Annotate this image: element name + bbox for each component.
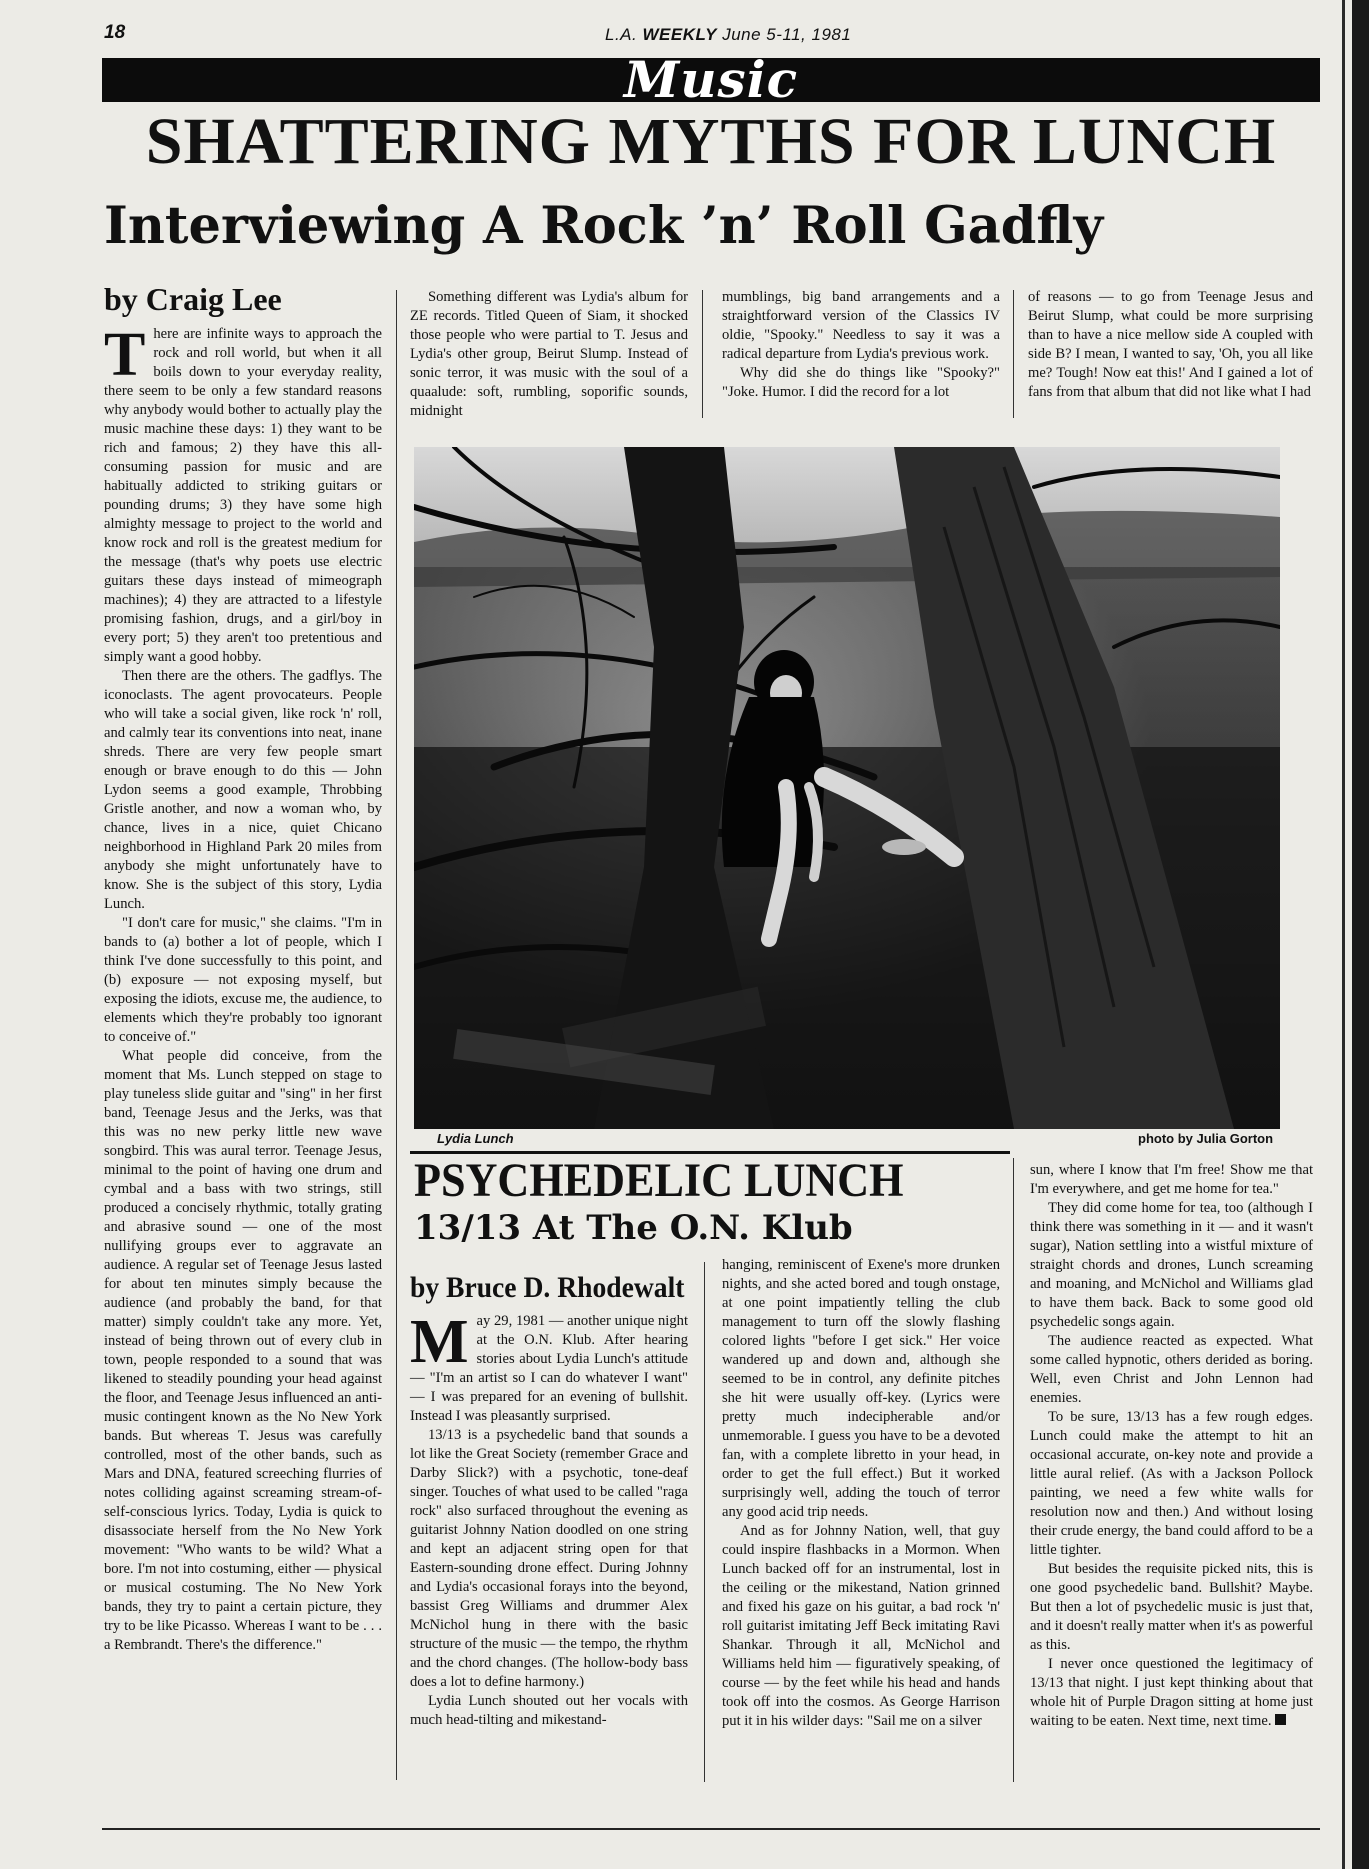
article2-subhead: 13/13 At The O.N. Klub [414,1208,853,1248]
article2-column-2 [722,1256,1000,1731]
article2-headline: PSYCHEDELIC LUNCH [414,1154,904,1207]
paragraph: Lydia Lunch shouted out her vocals with much head-tilting and mikestand- [410,1693,688,1728]
article1-column-3 [722,288,1000,402]
photo-caption: Lydia Lunch [437,1131,514,1146]
column-rule [704,1262,705,1782]
paragraph: here are infinite ways to approach the rock and roll world, but when it all boils down to your everyday reality, there seem to be only a few standard reasons why anybody would bother to actually play the music machine these days: 1) they want to be rich and famous; 2) they have this all-consuming passion for music and are habitually addicted to striking guitars or pounding drums; 3) they have some high almighty message to project to the world and know rock and roll is the greatest medium for the message (that's why poets use electric guitars these days instead of mimeograph machines); 4) they are attracted to a lifestyle promising fashion, drugs, and a girl/boy in every port; 5) they aren't too pretentious and simply want a good hobby. [104,326,382,665]
end-mark [1275,1714,1286,1725]
drop-cap: M [410,1308,469,1376]
paragraph: 13/13 is a psychedelic band that sounds a lot like the Great Society (remember Grace and Darby Slick?) with a psychotic, tone-deaf singer. Touches of what used to be called "raga rock" also surfaced throughout the evening as guitarist Johnny Nation doodled on one string and kept an adjacent string open for that Eastern-sounding drone effect. During Johnny and Lydia's occasional forays into the beyond, bassist Greg Williams and drummer Alex McNichol hung in there with the basic structure of the music — the tempo, the rhythm and the chord changes. (The hollow-body bass does a lot to define harmony.) [410,1427,688,1690]
bottom-rule [102,1828,1320,1830]
paragraph: sun, where I know that I'm free! Show me that I'm everywhere, and get me home for tea." [1030,1162,1313,1197]
paragraph: of reasons — to go from Teenage Jesus and Beirut Slump, what could be more surprising than to have a nice mellow side A coupled with side B? I mean, I wanted to say, 'Oh, you all like me? Tough! Now eat this!' And I gained a lot of fans from that album that did not like what I had [1028,289,1313,400]
paragraph: Something different was Lydia's album for ZE records. Titled Queen of Siam, it shocked those people who were partial to T. Jesus and Lydia's other group, Beirut Slump. Instead of sonic terror, it was music with the soul of a quaalude: soft, rumbling, soporific sounds, midnight [410,289,688,419]
article-byline: by Craig Lee [104,281,282,317]
article1-column-2 [410,288,688,421]
publication-name: L.A. [605,25,638,44]
paragraph: What people did conceive, from the moment that Ms. Lunch stepped on stage to play tuneless slide guitar and "sing" in her first band, Teenage Jesus and the Jerks, was that this was no new perky little new wave songbird. This was aural terror. Teenage Jesus, minimal to the point of having one drum and cymbal and a bass with two strings, still produced a concisely rhythmic, totally grating and abrasive sound — one of the most nullifying groups ever to aggravate an audience. A regular set of Teenage Jesus lasted for about ten minutes simply because the audience (and probably the band, for that matter) simply couldn't take any more. Yet, instead of being thrown out of every club in town, people responded to a sound that was likened to steadily pounding your head against the floor, and Teenage Jesus influenced an anti-music contingent known as the No New York bands. But whereas T. Jesus was carefully controlled, most of the other bands, such as Mars and DNA, featured screeching flurries of notes colliding against screaming stream-of-self-conscious lyrics. Today, Lydia is quick to disassociate herself from the No New York movement: "Who wants to be wild? What a bore. I'm not into costuming, either — physical or musical costuming. The No New York bands, they try to paint a certain picture, they try to be like Picasso. Whereas I want to be . . . a Rembrandt. There's the difference." [104,1048,382,1653]
page-number: 18 [104,22,126,43]
column-rule [396,290,397,1780]
article1-column-4 [1028,288,1313,402]
paragraph: Why did she do things like "Spooky?" "Joke. Humor. I did the record for a lot [722,365,1000,400]
publication-name-bold: WEEKLY [642,25,717,44]
paragraph: "I don't care for music," she claims. "I'm in bands to (a) bother a lot of people, which I think I've done successfully to this point, and (b) exposure — not exposing myself, but exposing the idiots, excuse me, the audience, to elements which they're probably too ignorant to conceive of." [104,915,383,1045]
paragraph: hanging, reminiscent of Exene's more drunken nights, and she acted bored and tough onstage, at one point impatiently telling the club management to turn off the slowly flashing colored lights "before I get sick." Her voice wandered up and down and, although she seemed to be in control, any definite pitches she hit were usually off-key. (Lyrics were pretty much indecipherable and/or unmemorable. I guess you have to be a devoted fan, with a complete libretto in your head, in order to get the full effect.) But it worked surprisingly well, adding the touch of terror any good acid trip needs. [722,1257,1000,1520]
paragraph: I never once questioned the legitimacy of 13/13 that night. I just kept thinking about that whole hit of Purple Dragon sitting at home just waiting to be eaten. Next time, next time. [1030,1656,1313,1729]
page-edge [1342,0,1345,1869]
photo-lydia-lunch [414,447,1280,1129]
paragraph: They did come home for tea, too (although I think there was something in it — and it wasn't sugar), Nation settling into a wistful mixture of straight chords and drones, Lunch screaming and moaning, and McNichol and Williams glad to have them back. Back to some good old psychedelic songs again. [1030,1200,1313,1330]
running-header [605,25,851,45]
photo-credit: photo by Julia Gorton [1138,1131,1274,1146]
drop-cap: T [104,321,146,389]
paragraph: But besides the requisite picked nits, this is one good psychedelic band. Bullshit? Maybe. But then a lot of psychedelic music is just that, and it doesn't really matter when it's as powerful as this. [1030,1561,1313,1653]
section-banner [102,50,1320,109]
paragraph: ay 29, 1981 — another unique night at the O.N. Klub. After hearing stories about Lydia Lunch's attitude — "I'm an artist so I can do whatever I want" — I was prepared for an evening of bullshit. Instead I was pleasantly surprised. [410,1313,688,1424]
article2-column-1 [410,1308,688,1730]
section-title: Music [623,50,799,109]
photo-image [414,447,1280,1129]
paragraph: Then there are the others. The gadflys. The iconoclasts. The agent provocateurs. People who will take a social given, like rock 'n' roll, and calmly tear its conventions into neat, inane shreds. There are very few people smart enough or brave enough to do this — John Lydon seems a good example, Throbbing Gristle another, and now a woman who, by chance, lives in a nice, quiet Chicano neighborhood in Highland Park 20 miles from anybody she might unfortunately have to know. She is the subject of this story, Lydia Lunch. [104,668,382,912]
article-subhead: Interviewing A Rock ’n’ Roll Gadfly [104,196,1104,256]
article1-column-1 [104,321,383,1655]
column-rule [1013,1158,1014,1782]
paragraph: The audience reacted as expected. What some called hypnotic, others derided as boring. Well, even Christ and John Lennon had enemies. [1030,1333,1313,1406]
article2-byline: by Bruce D. Rhodewalt [410,1271,685,1304]
paragraph: mumblings, big band arrangements and a straightforward version of the Classics IV oldie, "Spooky." Needless to say it was a radical departure from Lydia's previous work. [722,289,1000,362]
column-rule [702,290,703,418]
article2-column-3 [1030,1161,1313,1731]
paragraph: To be sure, 13/13 has a few rough edges. Lunch could make the attempt to hit an occasional accurate, on-key note and provide a little aural relief. (As with a Jackson Pollock painting, we need a few white walls for resolution now and then.) And without losing their crude energy, the band could afford to be a little tighter. [1030,1409,1313,1558]
article-headline: SHATTERING MYTHS FOR LUNCH [145,105,1277,178]
issue-date: June 5-11, 1981 [722,25,852,44]
scan-margin-bar [1352,0,1369,1869]
column-rule [1013,290,1014,418]
paragraph: And as for Johnny Nation, well, that guy could inspire flashbacks in a Mormon. When Lunch backed off for an instrumental, lost in the ceiling or the mikestand, Nation grinned and fixed his gaze on his guitar, a bad rock 'n' roll guitarist imitating Jeff Beck imitating Ravi Shankar. Through it all, McNichol and Williams held him — figuratively speaking, of course — by the feet while his head and hands took off into the cosmos. As George Harrison put it in his wilder days: "Sail me on a silver [722,1523,1000,1729]
